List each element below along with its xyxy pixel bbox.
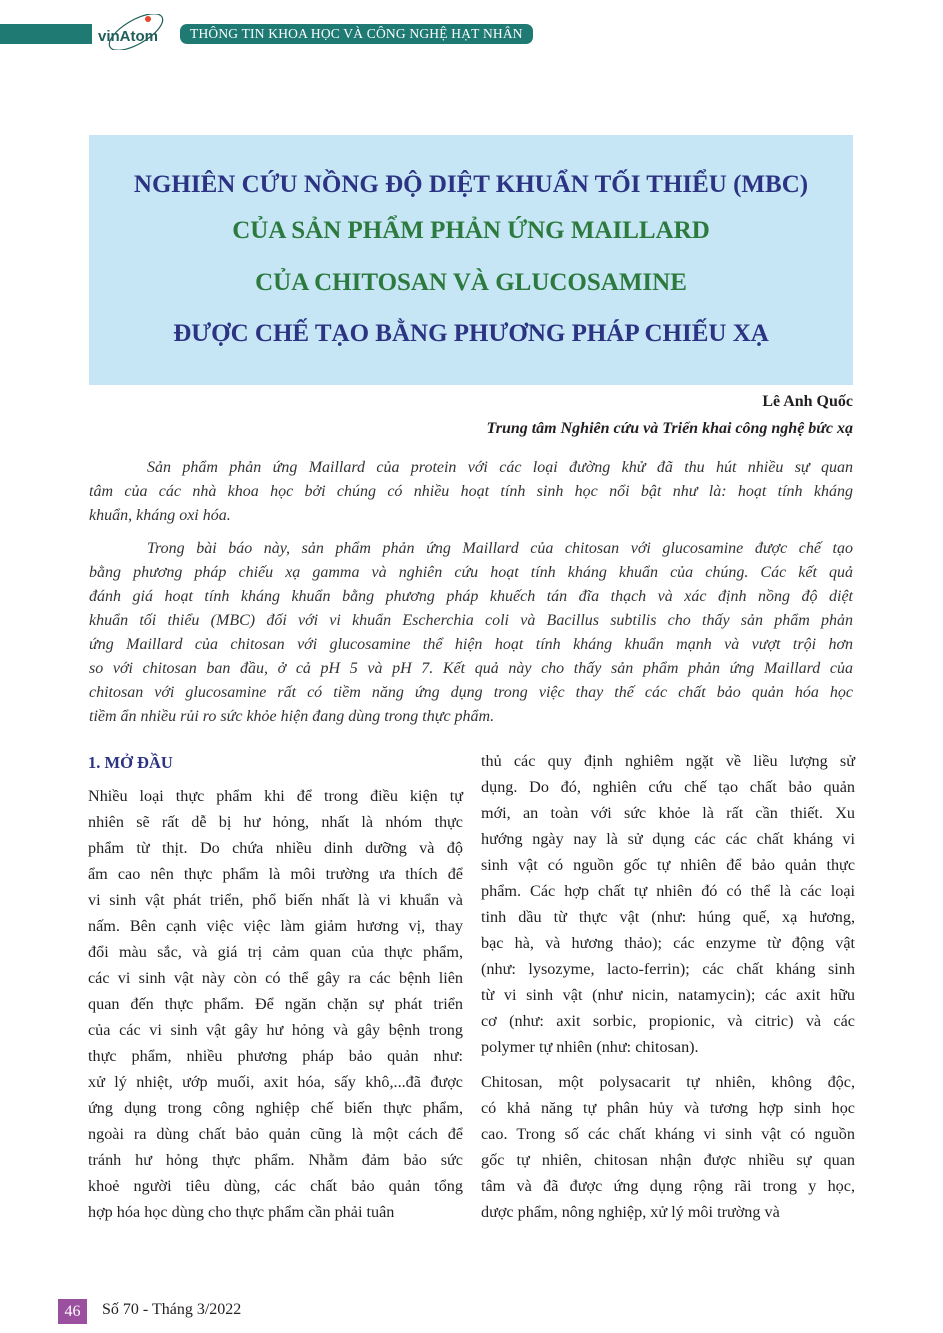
text-line: phẩm từ thịt. Do chứa nhiều dinh dưỡng và độ [88, 839, 463, 857]
text-line: thủ các quy định nghiêm ngặt về liều lượng sử [481, 752, 855, 770]
text-line: đánh giá hoạt tính kháng khuẩn bằng phương pháp khuếch tán đĩa thạch và xác định nồng độ diệt [89, 588, 853, 605]
text-line: vi sinh vật phát triển, phổ biến nhất là vi khuẩn và [88, 891, 463, 909]
title-line-1: NGHIÊN CỨU NỒNG ĐỘ DIỆT KHUẨN TỐI THIỂU (MBC) [133, 171, 809, 198]
text-line: Nhiều loại thực phẩm khi để trong điều kiện tự [88, 787, 463, 805]
text-line: khuẩn, kháng oxi hóa. [89, 507, 231, 524]
text-line: tiềm ẩn nhiều rủi ro sức khỏe hiện đang dùng trong thực phẩm. [89, 708, 495, 725]
issue-info: Số 70 - Tháng 3/2022 [102, 1301, 242, 1318]
text-line: ứng dụng trong công nghiệp chế biến thực phẩm, [88, 1099, 463, 1117]
text-line: bạc hà, và hương thảo); các enzyme từ động vật [481, 934, 855, 952]
text-line: cơ (như: axit sorbic, propionic, và citric) và các [481, 1012, 855, 1030]
title-line-3: CỦA CHITOSAN VÀ GLUCOSAMINE [255, 269, 687, 296]
text-line: tránh hư hỏng thực phẩm. Nhằm đảm bảo sức [88, 1151, 463, 1169]
text-line: mới, an toàn với sức khỏe là rất cần thiết. Xu [481, 804, 855, 822]
text-line: sinh vật có nguồn gốc tự nhiên để bảo quản thực [481, 856, 855, 874]
text-line: so với chitosan ban đầu, ở cả pH 5 và pH 7. Kết quả này cho thấy sản phẩm phản ứng Maillard của [89, 660, 853, 677]
text-line: ngoài ra dùng chất bảo quản cũng là một cách để [88, 1125, 463, 1143]
text-line: tinh dầu từ thực vật (như: húng quế, xạ hương, [481, 908, 855, 926]
text-line: ẩm cao nên thực phẩm là môi trường ưa thích để [88, 865, 463, 883]
text-line: thực phẩm, nhiều phương pháp bảo quản như: [88, 1047, 463, 1065]
text-line: bằng phương pháp chiếu xạ gamma và nghiên cứu hoạt tính kháng khuẩn của chúng. Các kết quả [89, 564, 853, 581]
title-box [89, 135, 853, 385]
text-line: hợp hóa học dùng cho thực phẩm cần phải tuân [88, 1203, 395, 1221]
journal-title: THÔNG TIN KHOA HỌC VÀ CÔNG NGHỆ HẠT NHÂN [180, 24, 533, 44]
text-line: (như: lysozyme, lacto-ferrin); các chất kháng sinh [481, 960, 855, 978]
author: Lê Anh Quốc [762, 393, 853, 410]
text-line: dược phẩm, nông nghiệp, xử lý môi trường và [481, 1203, 780, 1221]
text-line: tâm và đã được ứng dụng rộng rãi trong y học, [481, 1177, 855, 1195]
header-bar [0, 24, 92, 44]
section-heading: 1. MỞ ĐẦU [88, 753, 173, 772]
text-line: Trong bài báo này, sản phẩm phản ứng Maillard của chitosan với glucosamine được chế tạo [147, 540, 853, 557]
text-line: đổi màu sắc, và giá trị cảm quan của thực phẩm, [88, 943, 463, 961]
page-number: 46 [58, 1299, 87, 1324]
text-line: có khả năng tự phân hủy và tương hợp sinh học [481, 1099, 855, 1117]
text-line: từ vi sinh vật (như nicin, natamycin); các axit hữu [481, 986, 855, 1004]
text-line: phẩm. Các hợp chất tự nhiên đó có thể là các loại [481, 882, 855, 900]
text-line: chitosan với glucosamine rất có tiềm năng ứng dụng trong việc thay thế các chất bảo quản hóa học [89, 684, 853, 701]
svg-text:vinAtom: vinAtom [98, 28, 158, 45]
text-line: tâm của các nhà khoa học bởi chúng có nhiều hoạt tính sinh học nổi bật như là: hoạt tính kháng [89, 483, 853, 500]
text-line: hướng ngày nay là sử dụng các các chất kháng vi [481, 830, 855, 848]
text-line: cao. Trong số các chất kháng vi sinh vật có nguồn [481, 1125, 855, 1143]
text-line: Chitosan, một polysacarit tự nhiên, không độc, [481, 1073, 855, 1091]
text-line: nấm. Bên cạnh việc việc làm giảm hương vị, thay [88, 917, 463, 935]
text-line: ứng Maillard của chitosan với glucosamine thể hiện hoạt tính kháng khuẩn mạnh và vượt trội hơn [89, 636, 853, 653]
text-line: nhiên sẽ rất dễ bị hư hỏng, nhất là nhóm thực [88, 813, 463, 831]
vinatom-logo [96, 14, 176, 50]
text-line: quan đến thực phẩm. Để ngăn chặn sự phát triển [88, 995, 463, 1013]
text-line: Sản phẩm phản ứng Maillard của protein với các loại đường khử đã thu hút nhiều sự quan [147, 459, 853, 476]
text-line: xử lý nhiệt, ướp muối, axit hóa, sấy khô,...đã được [88, 1073, 463, 1091]
text-line: khoẻ người tiêu dùng, các chất bảo quản tổng [88, 1177, 463, 1195]
text-line: các vi sinh vật này còn có thể gây ra các bệnh liên [88, 969, 463, 987]
text-line: polymer tự nhiên (như: chitosan). [481, 1038, 699, 1056]
text-line: của các vi sinh vật gây hư hỏng và gây bệnh trong [88, 1021, 463, 1039]
affiliation: Trung tâm Nghiên cứu và Triển khai công nghệ bức xạ [486, 420, 853, 437]
text-line: gốc tự nhiên, chitosan nhận được nhiều sự quan [481, 1151, 855, 1169]
title-line-4: ĐƯỢC CHẾ TẠO BẰNG PHƯƠNG PHÁP CHIẾU XẠ [173, 320, 769, 347]
text-line: dụng. Do đó, nghiên cứu chế tạo chất bảo quản [481, 778, 855, 796]
title-line-2: CỦA SẢN PHẨM PHẢN ỨNG MAILLARD [232, 217, 710, 244]
text-line: khuẩn tối thiểu (MBC) đối với vi khuẩn Escherchia coli và Bacillus subtilis cho thấy sản phẩm phản [89, 612, 853, 629]
